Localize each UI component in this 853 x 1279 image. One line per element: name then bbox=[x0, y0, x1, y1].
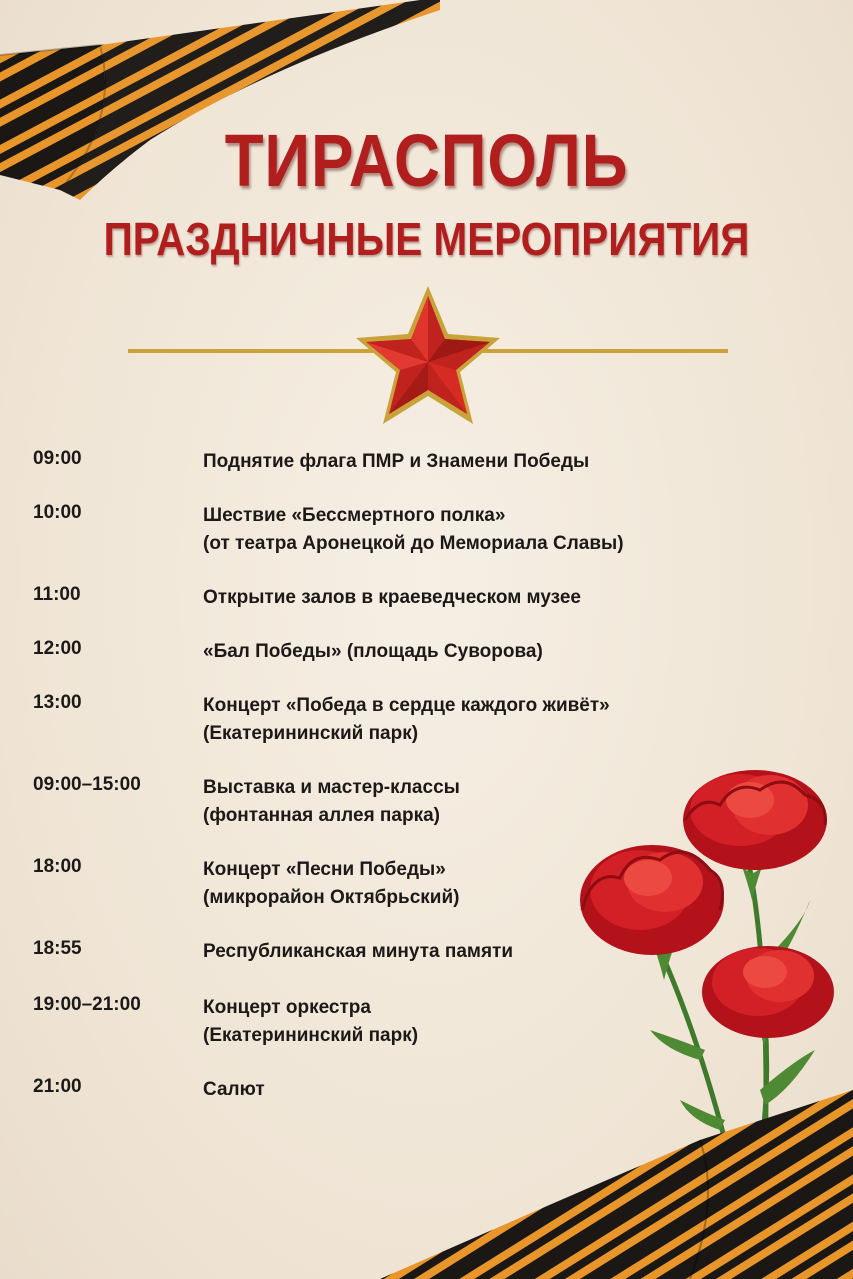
event-line: (микрорайон Октябрьский) bbox=[203, 887, 460, 908]
event-line: (от театра Аронецкой до Мемориала Славы) bbox=[203, 533, 624, 554]
event-line: (фонтанная аллея парка) bbox=[203, 805, 440, 826]
page-title: ТИРАСПОЛЬ bbox=[224, 119, 629, 202]
red-star-icon bbox=[356, 286, 500, 424]
event-line: Концерт «Песни Победы» bbox=[203, 859, 446, 880]
event-line: «Бал Победы» (площадь Суворова) bbox=[203, 641, 543, 662]
event-line: (Екатерининский парк) bbox=[203, 1025, 419, 1046]
event-time: 12:00 bbox=[33, 638, 82, 659]
event-time: 18:00 bbox=[33, 856, 82, 877]
event-time: 09:00–15:00 bbox=[33, 774, 141, 795]
carnation-icon bbox=[683, 770, 827, 870]
event-description bbox=[203, 994, 418, 1050]
event-description bbox=[203, 856, 459, 912]
event-line: Шествие «Бессмертного полка» bbox=[203, 505, 506, 526]
event-description bbox=[203, 638, 543, 666]
star-divider bbox=[128, 282, 728, 432]
event-description bbox=[203, 774, 460, 830]
event-line: Концерт оркестра bbox=[203, 997, 371, 1018]
event-description bbox=[203, 1076, 265, 1104]
event-line: Открытие залов в краеведческом музее bbox=[203, 587, 581, 608]
event-time: 09:00 bbox=[33, 448, 82, 469]
event-line: (Екатерининский парк) bbox=[203, 723, 419, 744]
carnation-icon bbox=[702, 946, 834, 1038]
event-description bbox=[203, 448, 589, 476]
page-subtitle: ПРАЗДНИЧНЫЕ МЕРОПРИЯТИЯ bbox=[103, 213, 750, 265]
event-description bbox=[203, 502, 624, 558]
event-line: Салют bbox=[203, 1079, 265, 1100]
event-time: 10:00 bbox=[33, 502, 82, 523]
event-time: 13:00 bbox=[33, 692, 82, 713]
event-line: Выставка и мастер-классы bbox=[203, 777, 460, 798]
event-time: 19:00–21:00 bbox=[33, 994, 141, 1015]
carnation-icon bbox=[580, 845, 724, 955]
event-line: Республиканская минута памяти bbox=[203, 941, 514, 962]
event-description bbox=[203, 692, 610, 748]
carnation-flowers-icon bbox=[570, 760, 853, 1180]
event-time: 18:55 bbox=[33, 938, 82, 959]
event-description bbox=[203, 584, 581, 612]
event-time: 11:00 bbox=[33, 584, 81, 605]
event-line: Поднятие флага ПМР и Знамени Победы bbox=[203, 451, 590, 472]
event-time: 21:00 bbox=[33, 1076, 82, 1097]
event-line: Концерт «Победа в сердце каждого живёт» bbox=[203, 695, 610, 716]
event-description bbox=[203, 938, 513, 966]
